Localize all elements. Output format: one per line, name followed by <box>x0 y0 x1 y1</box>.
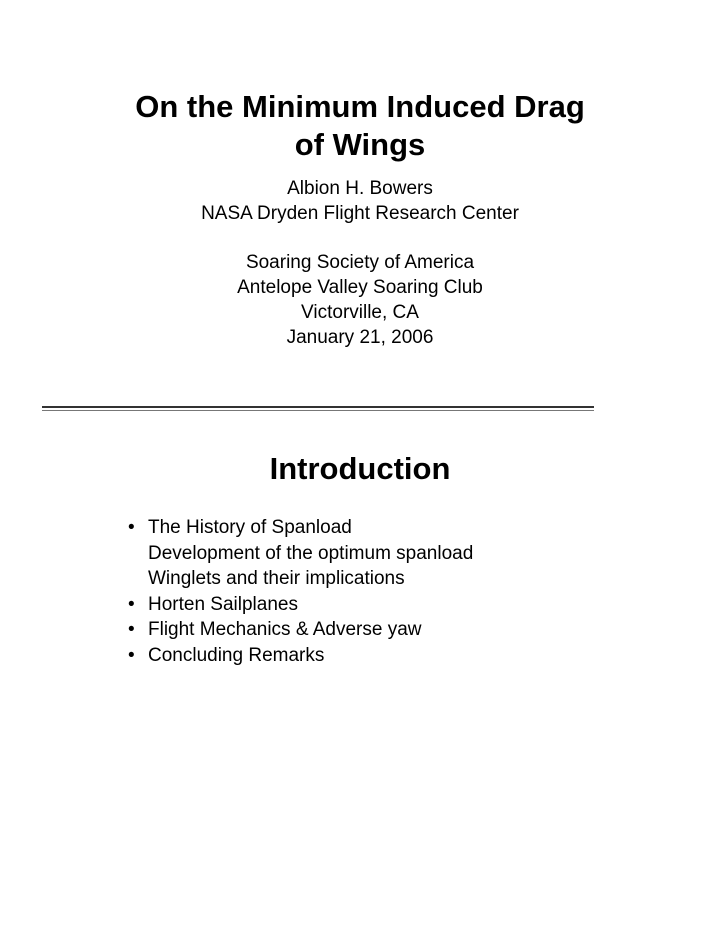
author-name: Albion H. Bowers <box>287 178 433 199</box>
bullet-icon: • <box>128 644 135 666</box>
author-affiliation: NASA Dryden Flight Research Center <box>201 203 519 224</box>
bullet-icon: • <box>128 517 135 538</box>
title-line-1: On the Minimum Induced Drag <box>135 89 585 124</box>
bullet-item <box>128 592 648 618</box>
bullet-subtext: Development of the optimum spanload <box>148 542 474 564</box>
event-block <box>0 250 720 350</box>
bullet-item <box>128 617 648 643</box>
bullet-list <box>128 515 648 668</box>
bullet-text: The History of Spanload <box>148 517 352 538</box>
bullet-icon: • <box>128 593 135 615</box>
bullet-icon: • <box>128 619 135 640</box>
event-organization: Soaring Society of America <box>245 252 475 273</box>
section-title: Introduction <box>269 451 451 486</box>
bullet-subtext: Winglets and their implications <box>148 568 405 589</box>
bullet-item <box>128 515 648 592</box>
bullet-item <box>128 643 648 669</box>
bullet-text: Concluding Remarks <box>148 644 325 666</box>
bullet-text: Flight Mechanics & Adverse yaw <box>148 619 422 640</box>
bullet-text: Horten Sailplanes <box>148 593 298 615</box>
event-date: January 21, 2006 <box>286 327 434 348</box>
title-line-2: of Wings <box>294 127 426 162</box>
presentation-title <box>0 88 720 164</box>
author-block <box>0 176 720 226</box>
event-club: Antelope Valley Soaring Club <box>237 277 483 298</box>
slide-divider <box>42 406 594 411</box>
event-location: Victorville, CA <box>301 302 419 323</box>
